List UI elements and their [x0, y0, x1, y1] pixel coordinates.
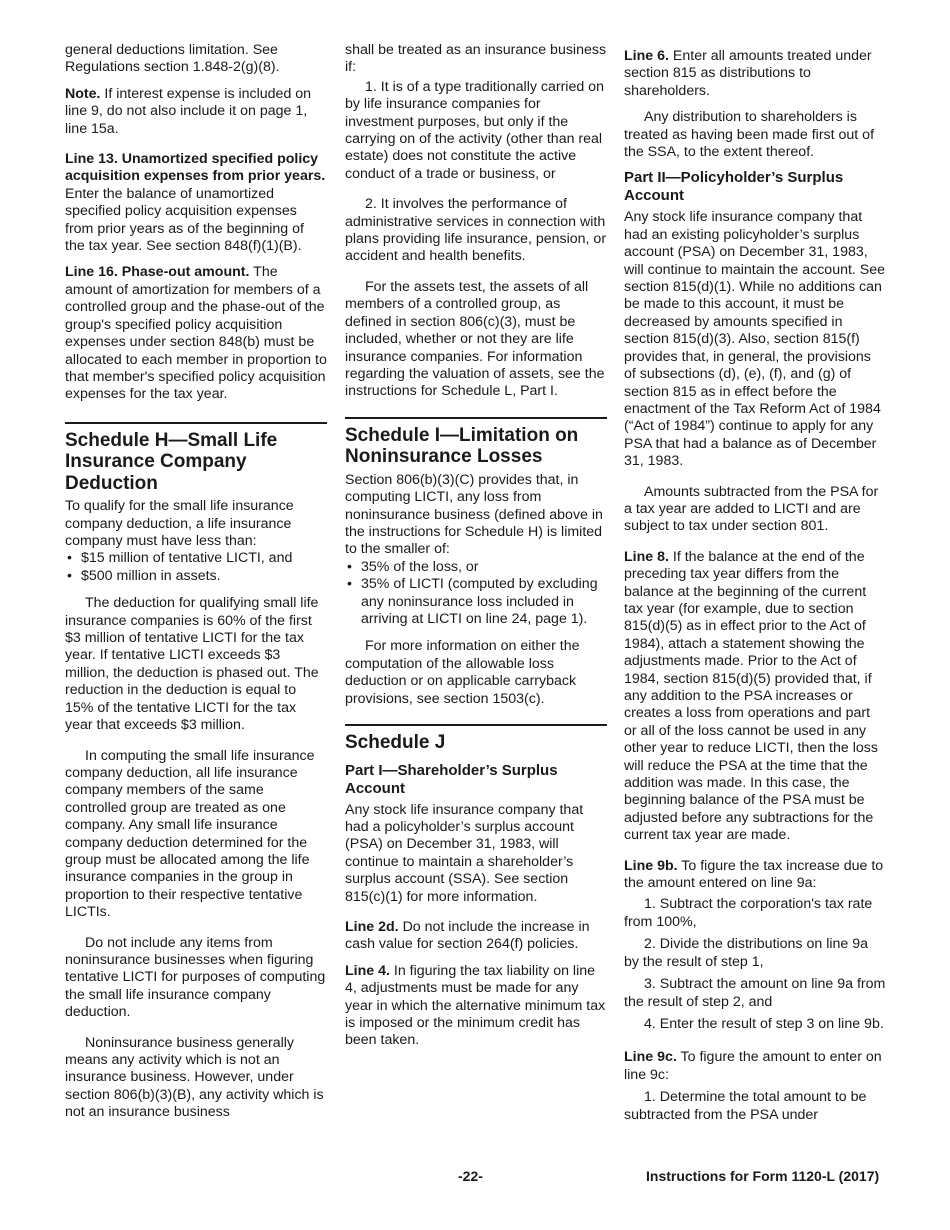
schedule-i-bullet-list [345, 559, 607, 629]
page-number: -22- [458, 1168, 483, 1184]
item-text: Subtract the corporation's tax rate from 100%, [624, 896, 873, 930]
paragraph: Do not include any items from noninsurance businesses when figuring tentative LICTI for purposes of computing the small life insurance company deduction. [65, 934, 326, 1021]
item-number: 1. [644, 1089, 656, 1106]
line-8-paragraph [624, 549, 886, 845]
line-2d-paragraph [345, 919, 607, 954]
line-16-label: Line 16. Phase-out amount. [65, 264, 250, 281]
line-6-label: Line 6. [624, 48, 669, 64]
list-item: • $500 million in assets. [65, 568, 327, 585]
item-number: 4. [644, 1015, 656, 1032]
paragraph: shall be treated as an insurance business if: [345, 42, 607, 76]
line-6-paragraph [624, 48, 886, 100]
note-paragraph [65, 86, 327, 138]
paragraph: Noninsurance business generally means any activity which is not an insurance business. However, under section 806(b)(3)(B), any activity which is not an insurance business [65, 1034, 324, 1121]
column-1 [65, 42, 327, 1130]
item-text: Enter the result of step 3 on line 9b. [659, 1015, 884, 1032]
line-9b-paragraph [624, 858, 886, 893]
schedule-h-heading: Schedule H—Small Life Insurance Company Deduction [65, 422, 327, 495]
item-number: 1. [644, 896, 656, 913]
line-16-paragraph [65, 264, 327, 403]
line-9c-label: Line 9c. [624, 1049, 677, 1066]
line-13-label: Line 13. Unamortized specified policy acquisition expenses from prior years. [65, 151, 326, 185]
item-text: Determine the total amount to be subtracted from the PSA under [624, 1089, 867, 1123]
line-9c-text: To figure the amount to enter on line 9c: [624, 1049, 882, 1083]
column-2 [345, 42, 607, 1059]
paragraph: Amounts subtracted from the PSA for a tax year are added to LICTI and are subject to tax under section 801. [624, 483, 879, 535]
schedule-i-heading: Schedule I—Limitation on Noninsurance Losses [345, 417, 607, 468]
numbered-item [624, 1016, 886, 1033]
paragraph: In computing the small life insurance company deduction, all life insurance company members of the same controlled group are treated as one company. Any small life insurance company deduction determined for the group must be allocated among the life insurance companies in the group in proportion to their respective tentative LICTIs. [65, 747, 315, 921]
part-i-heading: Part I—Shareholder’s Surplus Account [345, 761, 558, 797]
item-text: Subtract the amount on line 9a from the result of step 2, and [624, 976, 886, 1010]
paragraph: For the assets test, the assets of all members of a controlled group, as defined in section 806(c)(3), must be included, whether or not they are life insurance companies. For information regarding the valuation of assets, see the instructions for Schedule L, Part I. [345, 278, 605, 400]
paragraph: general deductions limitation. See Regulations section 1.848-2(g)(8). [65, 42, 280, 76]
numbered-item [624, 1089, 886, 1124]
line-13-text: Enter the balance of unamortized specified policy acquisition expenses from prior years as of the beginning of the tax year. See section 848(f)(1)(B). [65, 185, 304, 255]
list-item: • 35% of the loss, or [345, 559, 607, 576]
note-label: Note. [65, 85, 101, 102]
schedule-h-intro: To qualify for the small life insurance company deduction, a life insurance company must have less than: [65, 498, 294, 550]
item-number: 3. [644, 976, 656, 993]
paragraph: Any distribution to shareholders is treated as having been made first out of the SSA, to the extent thereof. [624, 109, 875, 161]
line-9b-text: To figure the tax increase due to the amount entered on line 9a: [624, 857, 884, 892]
paragraph: The deduction for qualifying small life insurance companies is 60% of the first $3 million of tentative LICTI for the tax year. If tentative LICTI exceeds $3 million, the deduction is phased out. The reduction in the deduction is equal to 15% of the tentative LICTI for the tax year that exceeds $3 million. [65, 595, 319, 734]
item-number: 2. [644, 936, 656, 953]
line-9b-label: Line 9b. [624, 857, 678, 874]
line-13-paragraph [65, 151, 327, 255]
paragraph: Any stock life insurance company that had a policyholder’s surplus account (PSA) on December 31, 1983, will continue to maintain a shareholder’s surplus account (SSA). See section 815(c)(1) for more information. [345, 801, 584, 905]
line-9c-paragraph [624, 1049, 886, 1084]
paragraph: For more information on either the computation of the allowable loss deduction or on applicable carryback provisions, see section 1503(c). [345, 638, 580, 707]
item-text: It involves the performance of administrative services in connection with plans providing life insurance, pension, or accident and health benefits. [345, 196, 607, 265]
part-ii-heading: Part II—Policyholder’s Surplus Account [624, 169, 844, 205]
column-3 [624, 42, 886, 1132]
line-2d-label: Line 2d. [345, 918, 399, 935]
line-8-text: If the balance at the end of the preceding tax year differs from the balance at the beginning of the current tax year (for example, due to section 815(d)(5) as in effect prior to the Act of 1984), attach a statement showing the adjustments made. Prior to the Act of 1984, section 815(d)(5) provided that, if any addition to the PSA increases or creates a loss from operations and part or all of the loss cannot be used in any other year to reduce LICTI, then the loss will reduce the PSA at the time that the addition was made. In this case, the beginning balance of the PSA must be adjusted before any subtractions for the current tax year are made. [624, 548, 878, 844]
item-number: 2. [365, 196, 377, 213]
schedule-h-bullet-list [65, 550, 327, 585]
numbered-item [624, 936, 886, 971]
numbered-item [624, 896, 886, 931]
numbered-item [345, 79, 607, 183]
list-item: • $15 million of tentative LICTI, and [65, 550, 327, 567]
line-16-text: The amount of amortization for members of a controlled group and the phase-out of the group's specified policy acquisition expenses under section 848(b) must be allocated to each member in proportion to that member's specified policy acquisition expenses for the tax year. [65, 264, 327, 403]
footer-form-title: Instructions for Form 1120-L (2017) [646, 1168, 880, 1184]
schedule-j-heading: Schedule J [345, 724, 607, 754]
line-4-paragraph [345, 963, 607, 1050]
line-2d-text: Do not include the increase in cash value for section 264(f) policies. [345, 918, 590, 953]
note-text: If interest expense is included on line 9, do not also include it on page 1, line 15a. [65, 85, 312, 137]
line-8-label: Line 8. [624, 548, 669, 565]
item-text: Divide the distributions on line 9a by the result of step 1, [624, 936, 869, 970]
item-text: It is of a type traditionally carried on by life insurance companies for investment purposes, but only if the carrying on of the activity (other than real estate) does not constitute the active conduct of a trade or business, or [345, 78, 604, 182]
list-item: • 35% of LICTI (computed by excluding any noninsurance loss included in arriving at LICTI on line 24, page 1). [345, 576, 607, 628]
schedule-i-intro: Section 806(b)(3)(C) provides that, in computing LICTI, any loss from noninsurance business (defined above in the instructions for Schedule H) is limited to the smaller of: [345, 471, 603, 558]
numbered-item [624, 976, 886, 1011]
line-6-text: Enter all amounts treated under section 815 as distributions to shareholders. [624, 48, 872, 99]
line-4-text: In figuring the tax liability on line 4, adjustments must be made for any year in which the alternative minimum tax is imposed or the minimum credit has been taken. [345, 962, 606, 1049]
item-number: 1. [365, 78, 377, 95]
line-4-label: Line 4. [345, 962, 390, 979]
paragraph: Any stock life insurance company that had an existing policyholder’s surplus account (PSA) on December 31, 1983, will continue to maintain the account. See section 815(d)(1). While no additions can be made to this account, it must be decreased by amounts specified in section 815(d)(3). Also, section 815(f) provides that, in general, the provisions of subsections (d), (e), (f), and (g) of section 815 as in effect before the enactment of the Tax Reform Act of 1984 (“Act of 1984”) continue to apply for any PSA that had a balance as of December 31, 1983. [624, 209, 886, 470]
numbered-item [345, 196, 607, 266]
